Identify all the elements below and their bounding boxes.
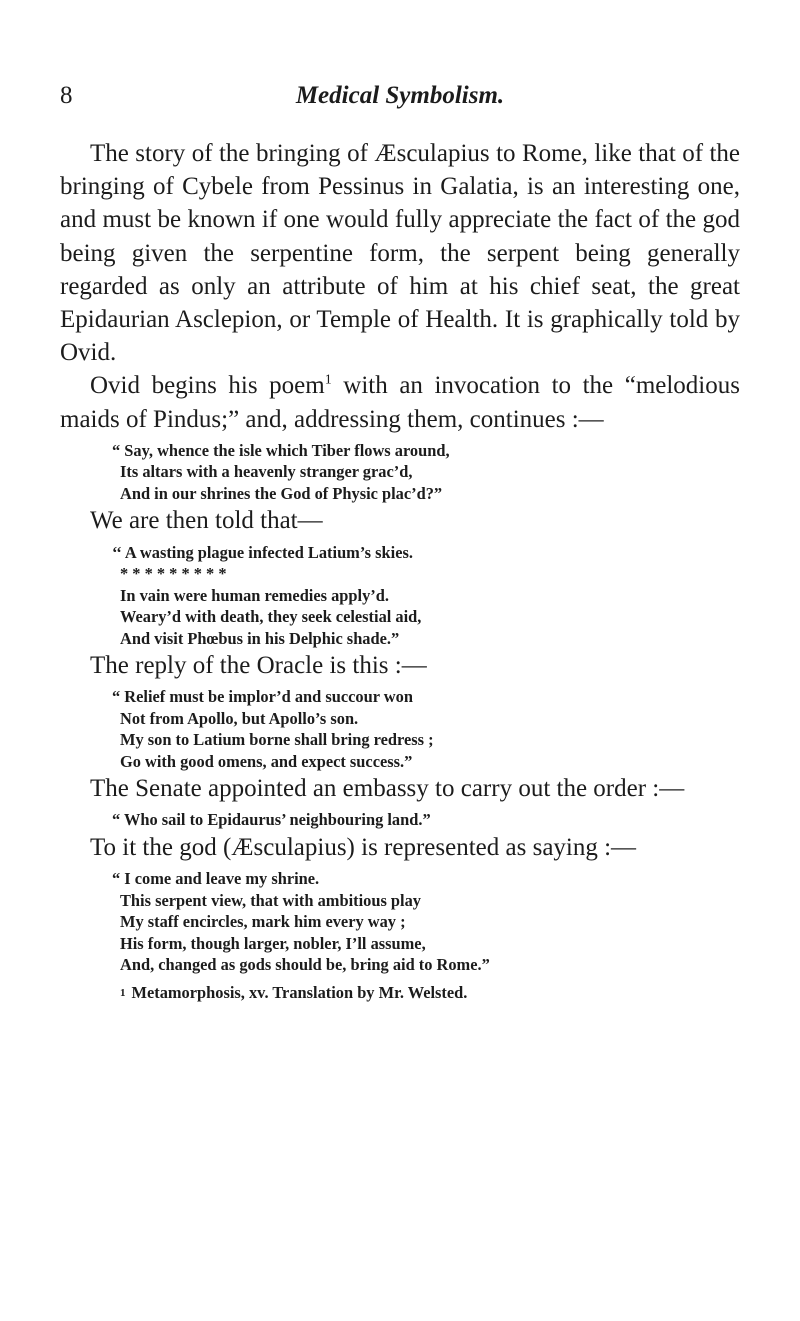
- body-text: [60, 137, 740, 1004]
- paragraph-told-that: We are then told that—: [90, 507, 323, 535]
- verse-line: “ Say, whence the isle which Tiber flows around,: [112, 440, 450, 460]
- verse-line: His form, though larger, nobler, I’ll assume,: [120, 933, 426, 953]
- verse-line: Its altars with a heavenly stranger grac’d,: [120, 462, 413, 482]
- footnote-mark: 1: [120, 986, 126, 999]
- page-number: 8: [60, 82, 73, 109]
- verse-line: “ I come and leave my shrine.: [112, 869, 320, 889]
- verse-line: ‘‘ A wasting plague infected Latium’s skies.: [112, 542, 413, 562]
- ellipsis-stars: * * * * * * * * *: [120, 564, 227, 584]
- verse-quote-5: [60, 868, 740, 976]
- verse-line: And in our shrines the God of Physic plac’d?”: [120, 483, 443, 503]
- verse-line: Go with good omens, and expect success.”: [120, 751, 413, 771]
- verse-line: Not from Apollo, but Apollo’s son.: [120, 708, 359, 728]
- verse-quote-4: [60, 809, 740, 831]
- verse-line: “ Relief must be implor’d and succour won: [112, 687, 413, 707]
- verse-line: My son to Latium borne shall bring redress ;: [120, 730, 434, 750]
- running-title: Medical Symbolism.: [295, 82, 505, 109]
- verse-line: My staff encircles, mark him every way ;: [120, 912, 406, 932]
- footnote: [60, 982, 740, 1004]
- page-header: [60, 82, 740, 112]
- footnote-reference: 1: [324, 373, 332, 389]
- paragraph-text: with an invocation to the “melodious maids of Pindus;” and, addressing them, continues :—: [60, 372, 740, 433]
- paragraph-text: Ovid begins his poem: [90, 372, 325, 400]
- paragraph-intro: The story of the bringing of Æsculapius to Rome, like that of the bringing of Cybele from Pessinus in Galatia, is an interesting one, and must be known if one would fully appreciate the fact of the god being given the serpentine form, the serpent being generally regarded as only an attribute of him at his chief seat, the great Epidaurian Asclepion, or Temple of Health. It is graphically told by Ovid.: [60, 140, 740, 367]
- paragraph-ovid-invocation: [60, 369, 740, 435]
- verse-quote-1: [60, 440, 740, 505]
- verse-quote-3: [60, 686, 740, 772]
- verse-line: Weary’d with death, they seek celestial aid,: [120, 607, 422, 627]
- paragraph-senate: The Senate appointed an embassy to carry out the order :—: [90, 775, 685, 803]
- paragraph-god-saying: To it the god (Æsculapius) is represented as saying :—: [90, 833, 637, 861]
- footnote-text: Metamorphosis, xv. Translation by Mr. Welsted.: [131, 982, 468, 1002]
- verse-line: And, changed as gods should be, bring aid to Rome.”: [120, 955, 490, 975]
- paragraph-oracle-reply: The reply of the Oracle is this :—: [90, 652, 427, 680]
- verse-line: “ Who sail to Epidaurus’ neighbouring land.”: [112, 810, 431, 830]
- verse-quote-2: [60, 542, 740, 650]
- verse-line: In vain were human remedies apply’d.: [120, 585, 389, 605]
- verse-line: This serpent view, that with ambitious play: [120, 890, 421, 910]
- verse-line: And visit Phœbus in his Delphic shade.”: [120, 628, 400, 648]
